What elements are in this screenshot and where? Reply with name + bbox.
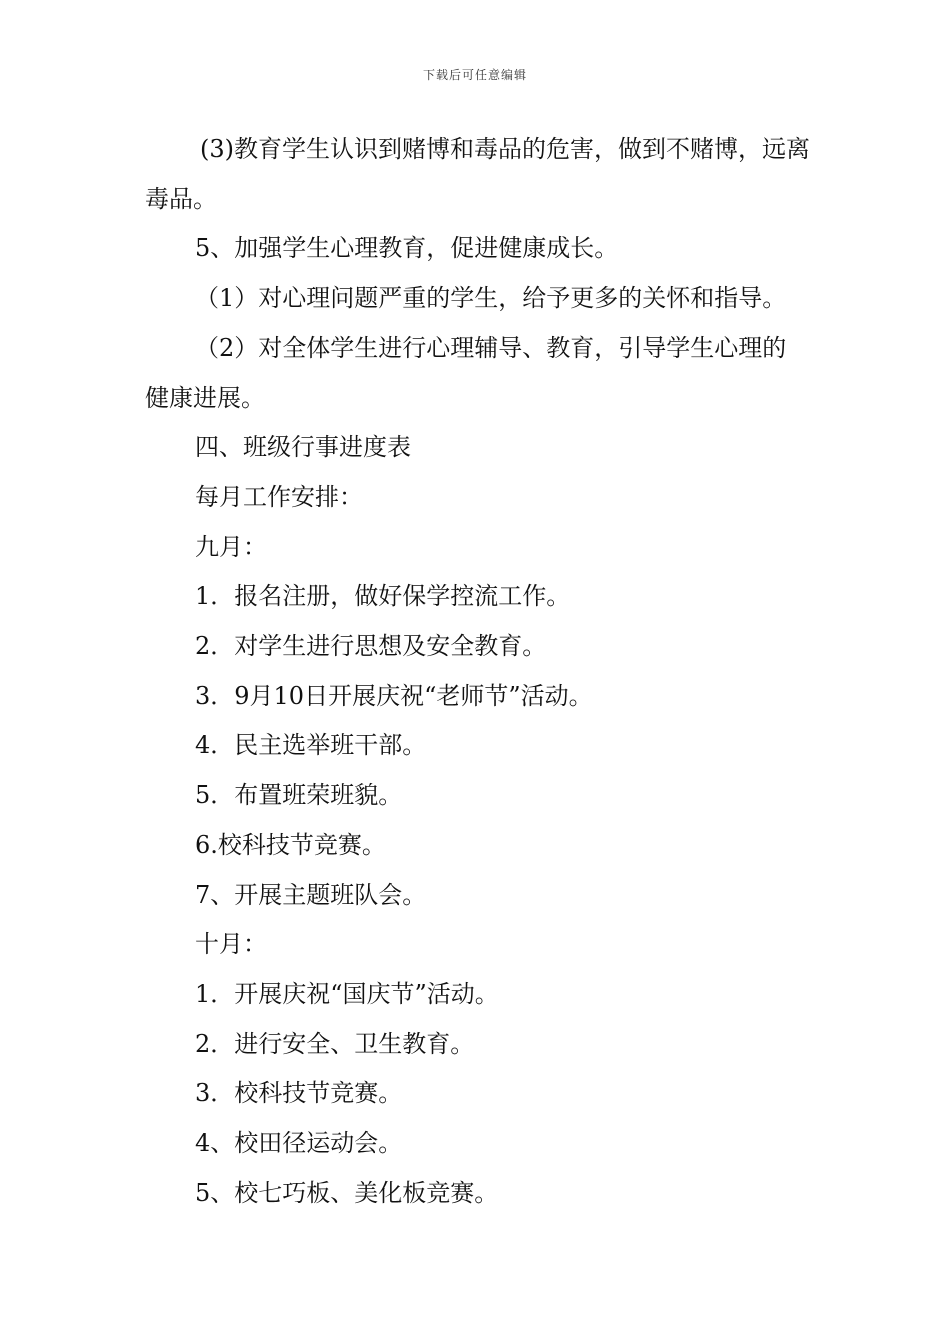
september-item-4: 4．民主选举班干部。	[195, 731, 427, 760]
september-item-1: 1．报名注册，做好保学控流工作。	[195, 582, 571, 611]
section-heading-4: 四、班级行事进度表	[195, 433, 411, 462]
paragraph-item-3: (3)教育学生认识到赌博和毒品的危害，做到不赌博，远离毒品。	[145, 135, 810, 213]
month-october-heading: 十月：	[195, 930, 267, 959]
paragraph-sub-1: （1）对心理问题严重的学生，给予更多的关怀和指导。	[195, 284, 787, 313]
page-header: 下载后可任意编辑	[422, 68, 527, 82]
september-item-3: 3．9月10日开展庆祝“老师节”活动。	[195, 681, 593, 710]
october-item-1: 1．开展庆祝“国庆节”活动。	[195, 979, 499, 1008]
september-item-5: 5．布置班荣班貌。	[195, 781, 403, 810]
october-item-3: 3．校科技节竞赛。	[195, 1079, 403, 1108]
october-item-4: 4、校田径运动会。	[195, 1129, 403, 1158]
october-item-5: 5、校七巧板、美化板竞赛。	[195, 1178, 499, 1207]
september-item-2: 2．对学生进行思想及安全教育。	[195, 632, 547, 661]
september-item-7: 7、开展主题班队会。	[195, 880, 427, 909]
month-september-heading: 九月：	[195, 532, 267, 561]
paragraph-sub-2: （2）对全体学生进行心理辅导、教育，引导学生心理的健康进展。	[145, 333, 787, 412]
paragraph-section-5: 5、加强学生心理教育，促进健康成长。	[195, 234, 619, 263]
monthly-plan-heading: 每月工作安排：	[195, 482, 363, 511]
september-item-6: 6.校科技节竞赛。	[195, 830, 386, 859]
october-item-2: 2．进行安全、卫生教育。	[195, 1029, 475, 1058]
document-body	[145, 125, 810, 1218]
